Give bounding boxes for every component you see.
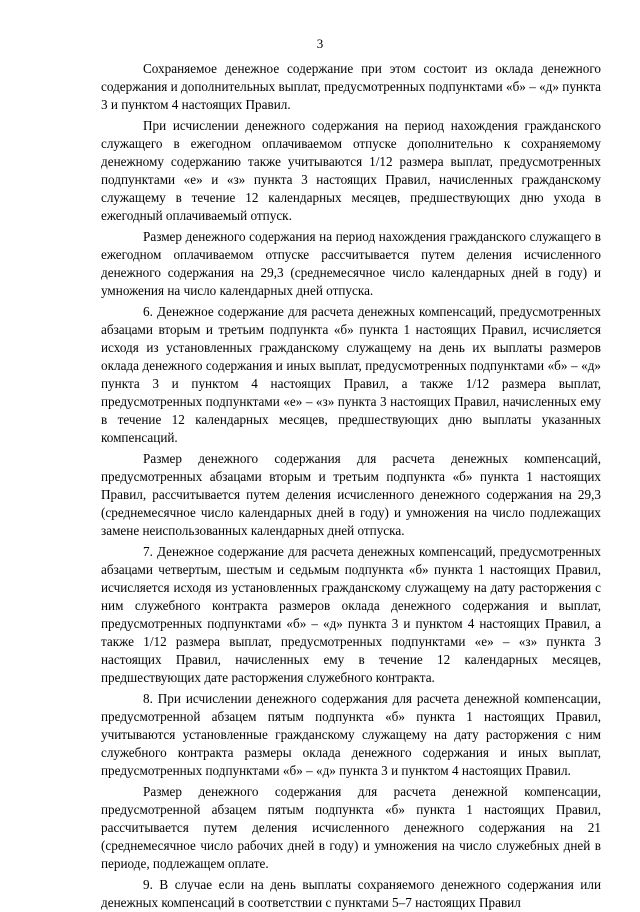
- paragraph-item-6: 6. Денежное содержание для расчета денежных компенсаций, предусмотренных абзацами вторым и третьим подпункта «б» пункта 1 настоящих Правил, исчисляется исходя из установленных гражданскому служащему на день их выплаты размеров оклада денежного содержания и иных выплат, предусмотренных подпунктами «б» – «д» пункта 3 и пунктом 4 настоящих Правил, а также 1/12 размера выплат, предусмотренных подпунктами «е» – «з» пункта 3 настоящих Правил, начисленных ему в течение 12 календарных месяцев, предшествующих дню выплаты указанных компенсаций.: [101, 304, 601, 445]
- paragraph-item-9: 9. В случае если на день выплаты сохраняемого денежного содержания или денежных компенсаций в соответствии с пунктами 5–7 настоящих Правил: [101, 877, 601, 910]
- paragraph: Размер денежного содержания для расчета денежных компенсаций, предусмотренных абзацами вторым и третьим подпункта «б» пункта 1 настоящих Правил, рассчитывается путем деления исчисленного денежного содержания на 29,3 (среднемесячное число календарных дней в году) и умножения на число подлежащих замене неиспользованных календарных дней отпуска.: [101, 451, 601, 538]
- paragraph: Сохраняемое денежное содержание при этом состоит из оклада денежного содержания и дополнительных выплат, предусмотренных подпунктами «б» – «д» пункта 3 и пунктом 4 настоящих Правил.: [101, 61, 602, 112]
- paragraph: При исчислении денежного содержания на период нахождения гражданского служащего в ежегодном оплачиваемом отпуске дополнительно к сохраняемому денежному содержанию также учитываются 1/12 размера выплат, предусмотренных подпунктами «е» и «з» пункта 3 настоящих Правил, начисленных гражданскому служащему в течение 12 календарных месяцев, предшествующих дню ухода в ежегодный оплачиваемый отпуск.: [101, 118, 601, 223]
- paragraph-item-8: 8. При исчислении денежного содержания для расчета денежной компенсации, предусмотренной абзацем пятым подпункта «б» пункта 1 настоящих Правил, учитываются установленные гражданскому служащему на дату расторжения с ним служебного контракта размеры оклада денежного содержания и иных выплат, предусмотренных подпунктами «б» – «д» пункта 3 и пунктом 4 настоящих Правил.: [101, 691, 601, 778]
- paragraph-item-7: 7. Денежное содержание для расчета денежных компенсаций, предусмотренных абзацами четвертым, шестым и седьмым подпункта «б» пункта 1 настоящих Правил, исчисляется исходя из установленных гражданскому служащему на дату расторжения с ним служебного контракта размеров оклада денежного содержания и выплат, предусмотренных подпунктами «б» – «д» пункта 3 и пунктом 4 настоящих Правил, а также 1/12 размера выплат, предусмотренных подпунктами «е» – «з» пункта 3 настоящих Правил, начисленных ему в течение 12 календарных месяцев, предшествующих дате расторжения служебного контракта.: [101, 544, 601, 685]
- document-body: [101, 60, 601, 912]
- paragraph: Размер денежного содержания на период нахождения гражданского служащего в ежегодном оплачиваемом отпуске рассчитывается путем деления исчисленного денежного содержания на 29,3 (среднемесячное число календарных дней в году) и умножения на число календарных дней отпуска.: [101, 229, 601, 298]
- paragraph: Размер денежного содержания для расчета денежной компенсации, предусмотренной абзацем пятым подпункта «б» пункта 1 настоящих Правил, рассчитывается путем деления исчисленного денежного содержания на 21 (среднемесячное число рабочих дней в году) и умножения на число служебных дней в периоде, подлежащем оплате.: [101, 784, 601, 871]
- page-number: 3: [316, 36, 324, 51]
